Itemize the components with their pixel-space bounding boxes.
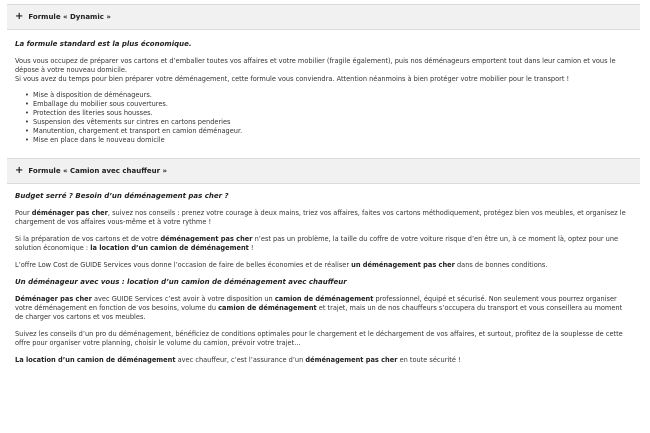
list-item: • Emballage du mobilier sous couvertures. — [25, 100, 632, 109]
text-run: en toute sécurité ! — [397, 356, 461, 364]
section-heading: Un déménageur avec vous : location d’un camion de déménagement avec chauffeur — [15, 278, 347, 286]
paragraph: Vous vous occupez de préparer vos cartons et d’emballer toutes vos affaires et votre mobilier (fragile également), puis nos déménageurs emportent tout dans leur camion et vous le dépose à votre nouveau domicile. — [15, 57, 616, 74]
bold-text: La location d’un camion de déménagement — [15, 356, 176, 364]
feature-list — [25, 91, 632, 145]
text-run: dans de bonnes conditions. — [454, 261, 548, 269]
paragraph — [15, 356, 632, 365]
bold-text: un déménagement pas cher — [351, 261, 455, 269]
accordion-body-camion — [7, 192, 640, 365]
paragraph — [15, 261, 632, 270]
text-run: n’est pas un problème, la taille du coffre de votre voiture risque d’en être un, à ce moment là, optez pour une solution économique : — [15, 235, 619, 252]
bold-text: camion de déménagement — [274, 295, 374, 303]
accordion-header-camion[interactable] — [7, 158, 640, 184]
list-item: • Mise en place dans le nouveau domicile — [25, 136, 632, 145]
accordion-title-dynamic: Formule « Dynamic » — [28, 12, 111, 21]
paragraph — [15, 235, 632, 253]
text-run: avec chauffeur, c’est l’assurance d’un — [175, 356, 306, 364]
accordion-title-camion: Formule « Camion avec chauffeur » — [28, 166, 168, 175]
text-run: Pour — [15, 209, 32, 217]
plus-icon: + — [15, 165, 24, 176]
accordion-header-dynamic[interactable] — [7, 4, 640, 30]
text-run: , suivez nos conseils : prenez votre courage à deux mains, triez vos affaires, faites vos cartons méthodiquement, protégez bien vos meubles, et organisez le chargement de vos affaires vous-même et à votre rythme ! — [15, 209, 626, 226]
paragraph: Suivez les conseils d’un pro du déménagement, bénéficiez de conditions optimales pour le chargement et le déchargement de vos affaires, et surtout, profitez de la souplesse de cette offre pour organiser votre planning, choisir le volume du camion, prévoir votre trajet… — [15, 330, 623, 347]
paragraph — [15, 295, 632, 322]
list-item: • Suspension des vêtements sur cintres en cartons penderies — [25, 118, 632, 127]
text-run: avec GUIDE Services c’est avoir à votre disposition un — [91, 295, 275, 303]
text-run: ! — [248, 244, 254, 252]
text-run: et trajet, mais un de nos chauffeurs s’occupera du transport et vous conseillera au moment de charger vos cartons et vos meubles. — [15, 304, 623, 321]
list-item: • Mise à disposition de déménageurs. — [25, 91, 632, 100]
list-item: • Protection des literies sous housses. — [25, 109, 632, 118]
plus-icon: + — [15, 11, 24, 22]
bold-text: déménagement pas cher — [305, 356, 398, 364]
bold-text: Déménager pas cher — [15, 295, 92, 303]
list-item: • Manutention, chargement et transport en camion déménageur. — [25, 127, 632, 136]
bold-text: la location d’un camion de déménagement — [90, 244, 249, 252]
section-heading: Budget serré ? Besoin d’un déménagement pas cher ? — [15, 192, 229, 200]
bold-text: camion de déménagement — [218, 304, 317, 312]
page-content — [7, 4, 640, 365]
accordion-body-dynamic — [7, 40, 640, 145]
text-run: L’offre Low Cost de GUIDE Services vous donne l’occasion de faire de belles économies et de réaliser — [15, 261, 352, 269]
bold-text: déménager pas cher — [31, 209, 108, 217]
section-subtitle: La formule standard est la plus économique. — [15, 40, 192, 48]
paragraph: Si vous avez du temps pour bien préparer votre déménagement, cette formule vous conviendra. Attention néanmoins à bien protéger votre mobilier pour le transport ! — [15, 75, 570, 83]
text-run: professionnel, équipé et sécurisé. Non seulement vous pourrez organiser votre déménagement en fonction de vos besoins, volume du — [15, 295, 617, 312]
text-run: Si la préparation de vos cartons et de votre — [15, 235, 161, 243]
paragraph — [15, 209, 632, 227]
bold-text: déménagement pas cher — [160, 235, 253, 243]
